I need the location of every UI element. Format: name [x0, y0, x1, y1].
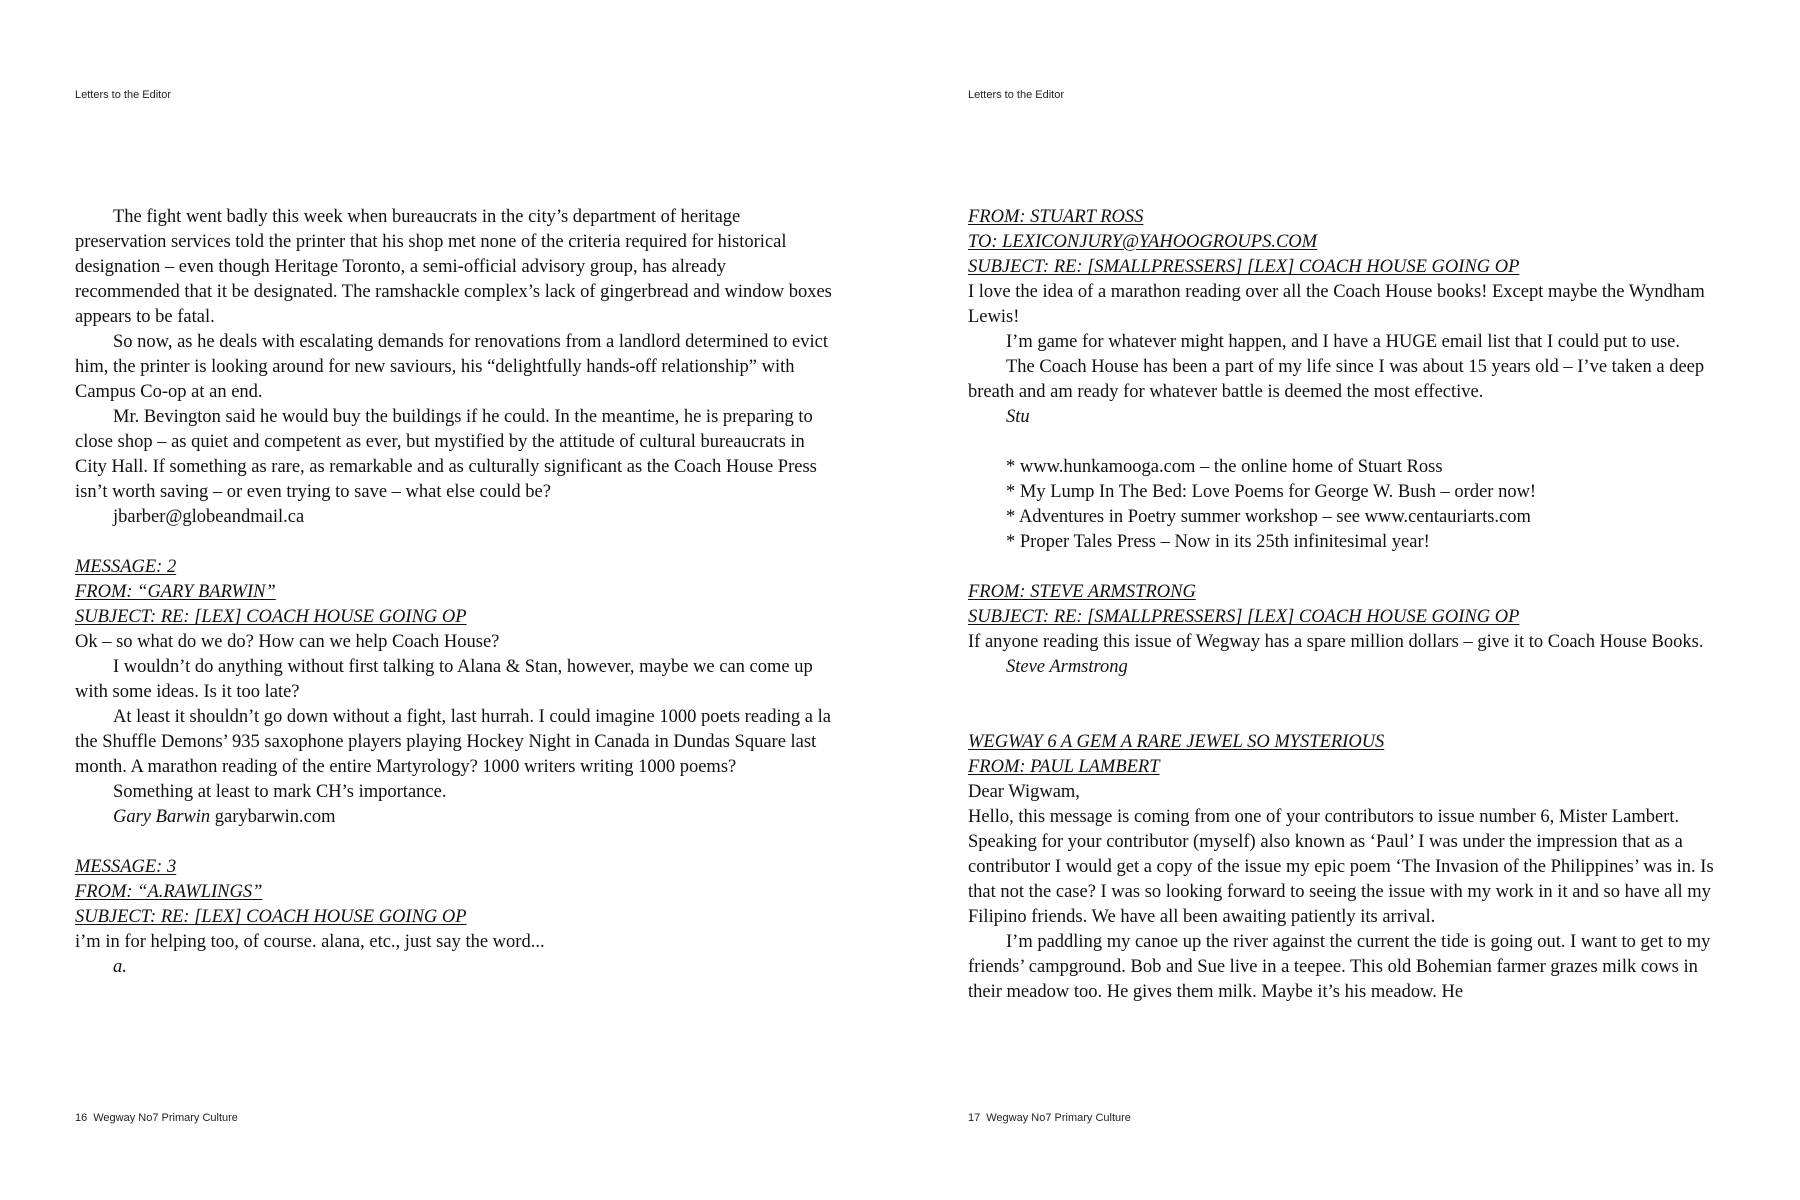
paragraph: At least it shouldn’t go down without a fight, last hurrah. I could imagine 1000 poets reading a la the Shuffle Demons’ 935 saxophone players playing Hockey Night in Canada in Dundas Square last month. A marathon reading of the entire Martyrology? 1000 writers writing 1000 poems?	[75, 707, 831, 777]
message-number-heading: MESSAGE: 2	[75, 557, 177, 577]
from-heading: FROM: “A.RAWLINGS”	[75, 882, 263, 902]
paragraph: If anyone reading this issue of Wegway has a spare million dollars – give it to Coach House Books.	[968, 632, 1704, 652]
paragraph: Ok – so what do we do? How can we help Coach House?	[75, 632, 500, 652]
signature	[75, 805, 835, 830]
right-page	[900, 0, 1800, 1200]
paragraph: I’m paddling my canoe up the river against the current the tide is going out. I want to get to my friends’ campground. Bob and Sue live in a teepee. This old Bohemian farmer grazes milk cows in their meadow too. He gives them milk. Maybe it’s his meadow. He	[968, 932, 1711, 1002]
left-body	[75, 205, 835, 980]
paragraph: So now, as he deals with escalating demands for renovations from a landlord determined to evict him, the printer is looking around for new saviours, his “delightfully hands-off relationship” with Campus Co-op at an end.	[75, 332, 828, 402]
list-item: * My Lump In The Bed: Love Poems for George W. Bush – order now!	[1006, 482, 1537, 502]
subject-heading: SUBJECT: RE: [LEX] COACH HOUSE GOING OP	[75, 607, 467, 627]
paragraph: The Coach House has been a part of my life since I was about 15 years old – I’ve taken a deep breath and am ready for whatever battle is deemed the most effective.	[968, 357, 1705, 402]
from-heading: FROM: PAUL LAMBERT	[968, 757, 1160, 777]
signature: a.	[113, 957, 127, 977]
email-address: jbarber@globeandmail.ca	[113, 507, 305, 527]
from-heading: FROM: STEVE ARMSTRONG	[968, 582, 1196, 602]
paragraph: Something at least to mark CH’s importance.	[113, 782, 447, 802]
paragraph: I’m game for whatever might happen, and I have a HUGE email list that I could put to use.	[1006, 332, 1681, 352]
from-heading: FROM: STUART ROSS	[968, 207, 1144, 227]
message-number-heading: MESSAGE: 3	[75, 857, 177, 877]
footer-title: Wegway No7 Primary Culture	[93, 1112, 238, 1124]
paragraph: The fight went badly this week when bureaucrats in the city’s department of heritage preservation services told the printer that his shop met none of the criteria required for historical designation – even though Heritage Toronto, a semi-official advisory group, has already recommended that it be designated. The ramshackle complex’s lack of gingerbread and window boxes appears to be fatal.	[75, 207, 832, 327]
subject-heading: SUBJECT: RE: [SMALLPRESSERS] [LEX] COACH HOUSE GOING OP	[968, 257, 1520, 277]
right-body	[968, 205, 1736, 1005]
running-head: Letters to the Editor	[75, 89, 171, 101]
page-number: 16	[75, 1112, 88, 1124]
page-number: 17	[968, 1112, 981, 1124]
list-item: * Proper Tales Press – Now in its 25th infinitesimal year!	[1006, 532, 1430, 552]
list-item: * www.hunkamooga.com – the online home of Stuart Ross	[1006, 457, 1443, 477]
to-heading: TO: LEXICONJURY@YAHOOGROUPS.COM	[968, 232, 1318, 252]
page-footer	[968, 1112, 1137, 1124]
subject-heading: WEGWAY 6 A GEM A RARE JEWEL SO MYSTERIOUS	[968, 732, 1385, 752]
page-footer	[75, 1112, 244, 1124]
paragraph: I love the idea of a marathon reading over all the Coach House books! Except maybe the Wyndham Lewis!	[968, 282, 1705, 327]
paragraph: Hello, this message is coming from one of your contributors to issue number 6, Mister Lambert. Speaking for your contributor (myself) also known as ‘Paul’ I was under the impression that as a contributor I would get a copy of the issue my epic poem ‘The Invasion of the Philippines’ was in. Is that not the case? I was so looking forward to seeing the issue with my work in it and so have all my Filipino friends. We have all been awaiting patiently its arrival.	[968, 807, 1714, 927]
subject-heading: SUBJECT: RE: [LEX] COACH HOUSE GOING OP	[75, 907, 467, 927]
paragraph: i’m in for helping too, of course. alana, etc., just say the word...	[75, 932, 545, 952]
paragraph: Mr. Bevington said he would buy the buildings if he could. In the meantime, he is preparing to close shop – as quiet and competent as ever, but mystified by the attitude of cultural bureaucrats in City Hall. If something as rare, as remarkable and as culturally significant as the Coach House Press isn’t worth saving – or even trying to save – what else could be?	[75, 407, 817, 502]
signature: Stu	[1006, 407, 1030, 427]
signature-name: Gary Barwin	[113, 807, 211, 827]
running-head: Letters to the Editor	[968, 89, 1064, 101]
subject-heading: SUBJECT: RE: [SMALLPRESSERS] [LEX] COACH HOUSE GOING OP	[968, 607, 1520, 627]
signature: Steve Armstrong	[1006, 657, 1128, 677]
salutation: Dear Wigwam,	[968, 782, 1080, 802]
signature-website: garybarwin.com	[214, 807, 336, 827]
paragraph: I wouldn’t do anything without first talking to Alana & Stan, however, maybe we can come up with some ideas. Is it too late?	[75, 657, 813, 702]
list-item: * Adventures in Poetry summer workshop – see www.centauriarts.com	[1006, 507, 1531, 527]
footer-title: Wegway No7 Primary Culture	[986, 1112, 1131, 1124]
from-heading: FROM: “GARY BARWIN”	[75, 582, 276, 602]
